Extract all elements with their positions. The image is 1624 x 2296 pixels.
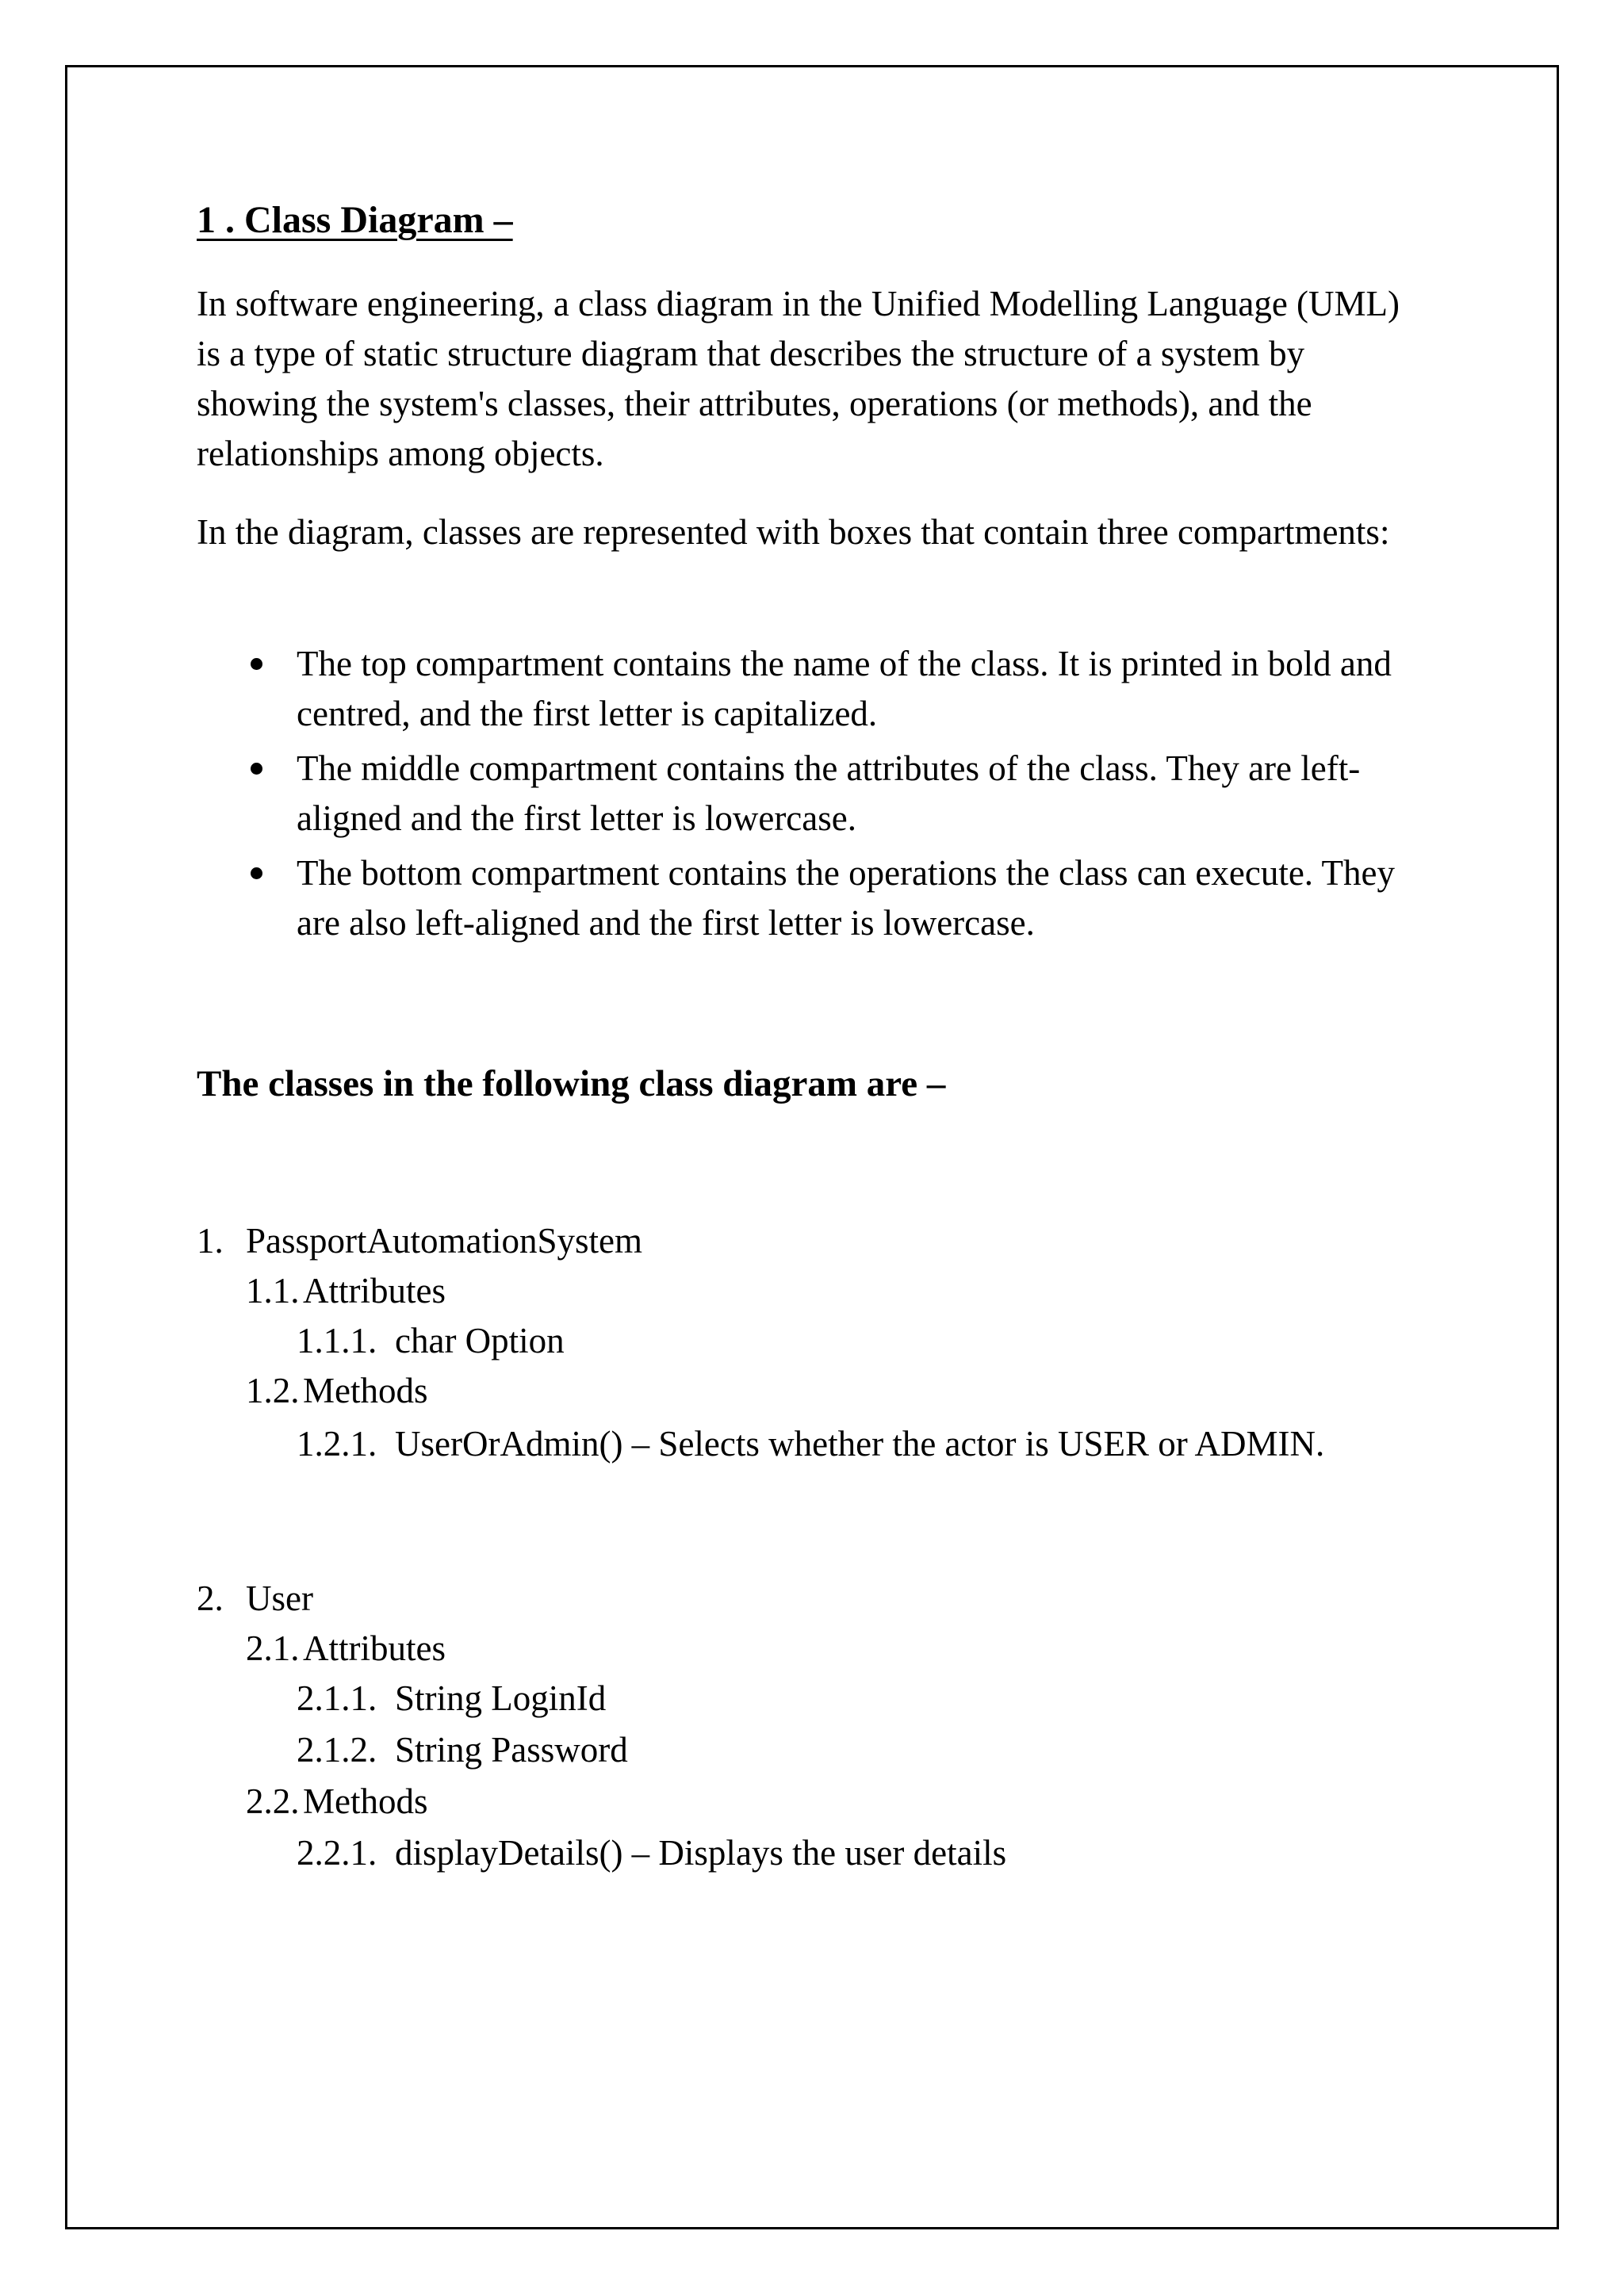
bullet-text: The bottom compartment contains the operations the class can execute. They are also left-aligned and the first letter is lowercase. xyxy=(297,853,1395,943)
method-item xyxy=(297,1419,1324,1469)
attribute-text: char Option xyxy=(395,1321,565,1360)
outline-number: 1.2. xyxy=(246,1371,300,1410)
list-item xyxy=(197,848,1434,948)
compartments-paragraph: In the diagram, classes are represented with boxes that contain three compartments: xyxy=(197,512,1390,552)
outline-number: 2.2.1. xyxy=(297,1833,377,1873)
class-name: User xyxy=(246,1578,313,1618)
attributes-label: Attributes xyxy=(303,1271,446,1311)
attribute-item xyxy=(297,1674,606,1724)
attributes-heading xyxy=(246,1624,446,1674)
bullet-icon xyxy=(251,867,262,879)
classes-subheading: The classes in the following class diagram are – xyxy=(197,1063,946,1104)
method-item xyxy=(297,1828,1006,1878)
attribute-item xyxy=(297,1725,628,1775)
outline-number: 2. xyxy=(197,1578,224,1618)
methods-label: Methods xyxy=(303,1371,428,1410)
list-item xyxy=(197,639,1434,739)
outline-number: 1. xyxy=(197,1221,224,1261)
bullet-text: The top compartment contains the name of the class. It is printed in bold and centred, and the first letter is capitalized. xyxy=(297,644,1392,733)
method-text: displayDetails() – Displays the user details xyxy=(395,1833,1007,1873)
outline-number: 2.1.1. xyxy=(297,1678,377,1718)
attribute-text: String LoginId xyxy=(395,1678,607,1718)
bullet-text: The middle compartment contains the attributes of the class. They are left-aligned and the first letter is lowercase. xyxy=(297,748,1361,838)
bullet-icon xyxy=(251,658,262,670)
outline-number: 1.2.1. xyxy=(297,1424,377,1464)
intro-paragraph: In software engineering, a class diagram in the Unified Modelling Language (UML) is a type of static structure diagram that describes the structure of a system by showing the system's classes, their attributes, operations (or methods), and the relationships among objects. xyxy=(197,284,1400,473)
section-title: 1 . Class Diagram – xyxy=(197,199,513,241)
method-text: UserOrAdmin() – Selects whether the actor is USER or ADMIN. xyxy=(395,1424,1325,1464)
attribute-text: String Password xyxy=(395,1730,628,1770)
class-entry xyxy=(197,1216,642,1266)
list-item xyxy=(197,744,1434,844)
class-name: PassportAutomationSystem xyxy=(246,1221,643,1261)
methods-heading xyxy=(246,1366,428,1416)
compartment-list xyxy=(197,639,1434,953)
attribute-item xyxy=(297,1316,565,1366)
bullet-icon xyxy=(251,763,262,775)
outline-number: 2.2. xyxy=(246,1781,300,1821)
class-entry xyxy=(197,1574,313,1624)
methods-heading xyxy=(246,1777,428,1827)
outline-number: 1.1.1. xyxy=(297,1321,377,1360)
outline-number: 2.1. xyxy=(246,1628,300,1668)
attributes-label: Attributes xyxy=(303,1628,446,1668)
methods-label: Methods xyxy=(303,1781,428,1821)
outline-number: 2.1.2. xyxy=(297,1730,377,1770)
outline-number: 1.1. xyxy=(246,1271,300,1311)
attributes-heading xyxy=(246,1266,446,1316)
